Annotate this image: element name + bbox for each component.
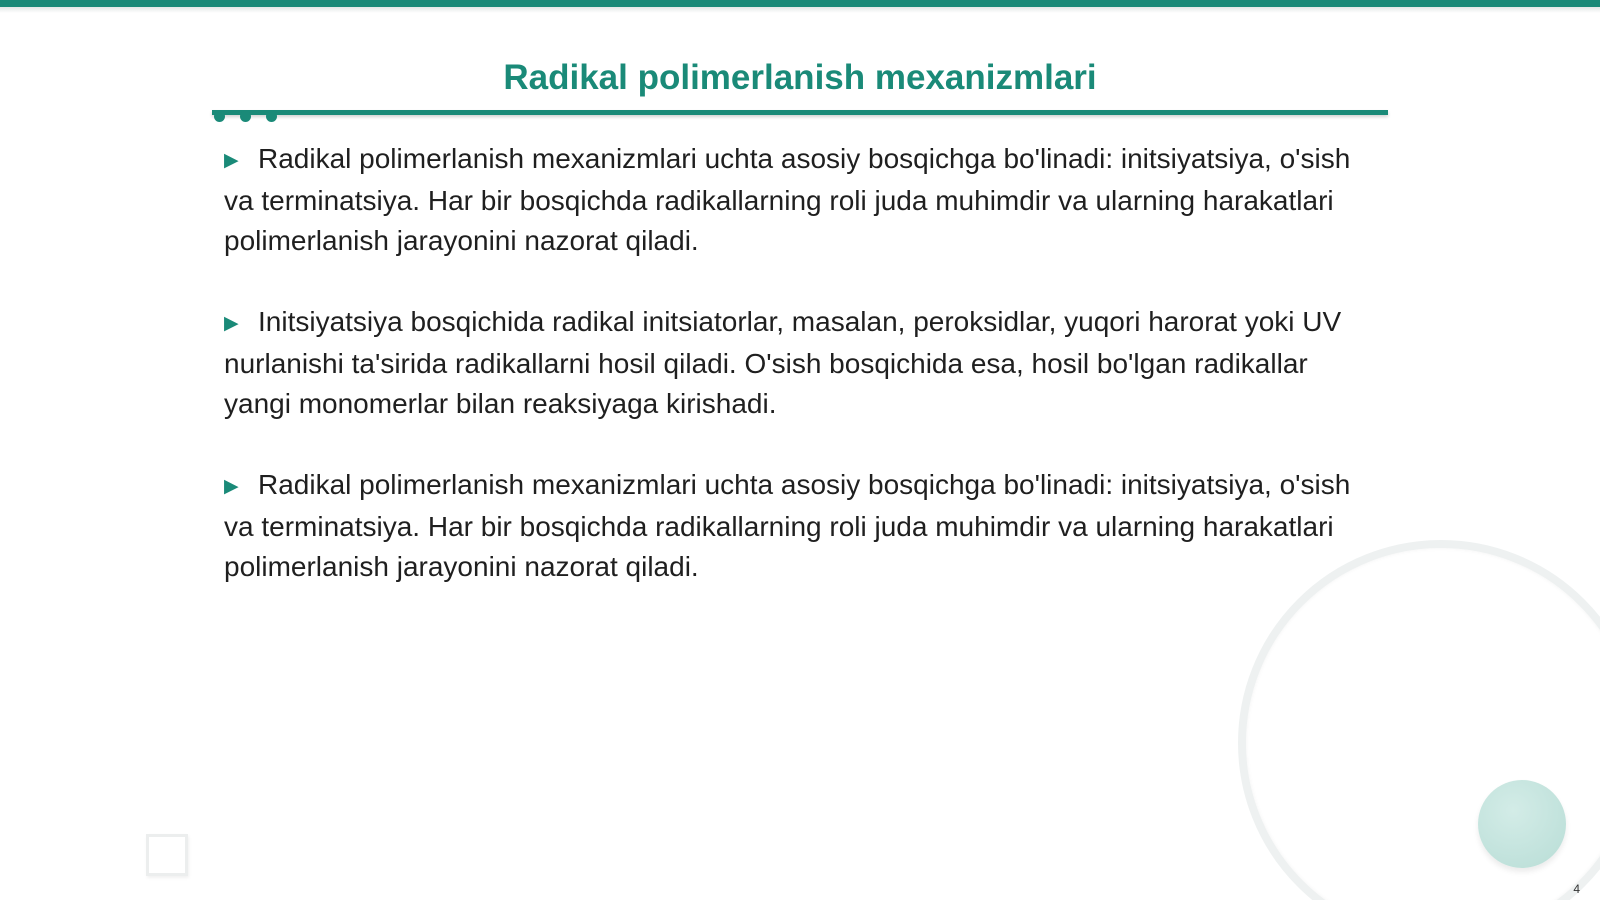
decorative-dot <box>266 111 277 122</box>
decorative-dot <box>240 111 251 122</box>
top-accent-bar <box>0 0 1600 7</box>
bullet-paragraph <box>224 465 1374 587</box>
bullet-list <box>224 139 1374 628</box>
play-triangle-icon: ▶ <box>224 150 239 171</box>
bullet-paragraph <box>224 139 1374 261</box>
page-number: 4 <box>1573 882 1580 896</box>
top-bar-shadow <box>0 7 1600 13</box>
decorative-dot <box>214 111 225 122</box>
decorative-circle <box>1478 780 1566 868</box>
play-triangle-icon: ▶ <box>224 476 239 497</box>
bullet-paragraph <box>224 302 1374 424</box>
decorative-square <box>146 834 188 876</box>
paragraph-text: Initsiyatsiya bosqichida radikal initsiatorlar, masalan, peroksidlar, yuqori harorat yoki UV nurlanishi ta'sirida radikallarni hosil qiladi. O'sish bosqichida esa, hosil bo'lgan radikallar yangi monomerlar bilan reaksiyaga kirishadi. <box>224 306 1342 419</box>
slide-title: Radikal polimerlanish mexanizmlari <box>503 58 1097 97</box>
play-triangle-icon: ▶ <box>224 313 239 334</box>
paragraph-text: Radikal polimerlanish mexanizmlari uchta asosiy bosqichga bo'linadi: initsiyatsiya, o'sish va terminatsiya. Har bir bosqichda radikallarning roli juda muhimdir va ularning harakatlari polimerlanish jarayonini nazorat qiladi. <box>224 469 1351 582</box>
title-underline <box>212 110 1388 115</box>
paragraph-text: Radikal polimerlanish mexanizmlari uchta asosiy bosqichga bo'linadi: initsiyatsiya, o'sish va terminatsiya. Har bir bosqichda radikallarning roli juda muhimdir va ularning harakatlari polimerlanish jarayonini nazorat qiladi. <box>224 143 1351 256</box>
